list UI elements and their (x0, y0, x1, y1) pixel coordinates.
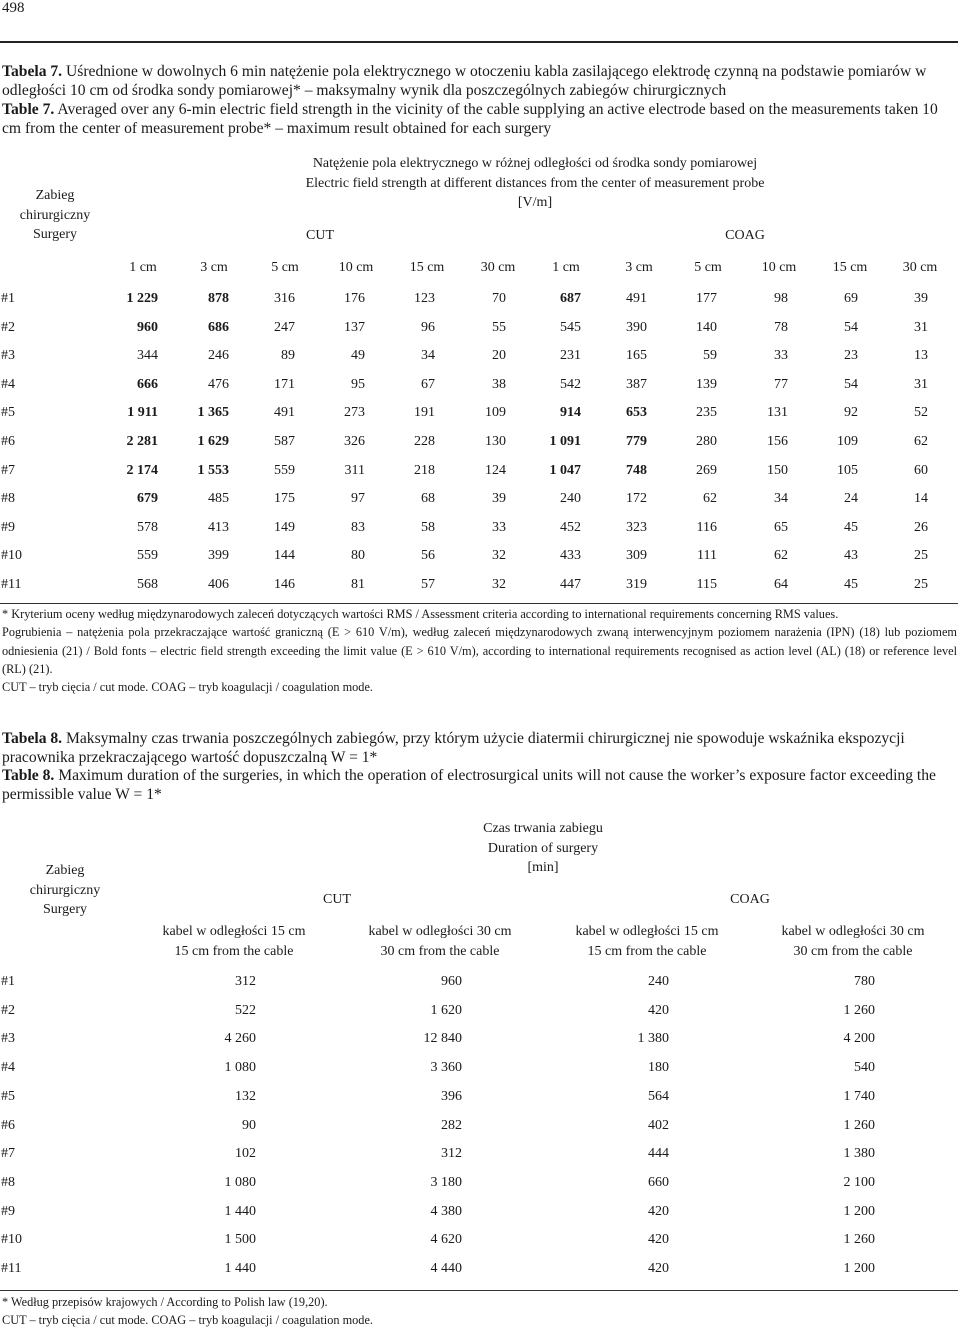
table-cell: 779 (626, 434, 647, 449)
table-cell: 485 (208, 491, 229, 506)
table-cell: 31 (914, 320, 928, 335)
table-cell: 25 (914, 577, 928, 592)
group-header-line: Natężenie pola elektrycznego w różnej odległości od środka sondy pomiarowej (312, 156, 758, 171)
table-cell: 58 (421, 520, 435, 535)
table-cell: 1 200 (843, 1204, 875, 1219)
table-cell: 235 (696, 405, 717, 420)
table-cell: 452 (560, 520, 581, 535)
distance-header: 3 cm (200, 260, 228, 275)
table-cell: 32 (492, 577, 506, 592)
table-cell: 1 091 (549, 434, 581, 449)
table-cell: 146 (274, 577, 295, 592)
row-label: #9 (1, 520, 15, 535)
table-cell: 130 (485, 434, 506, 449)
table8-caption-en-text: Maximum duration of the surgeries, in which the operation of electrosurgical units will not cause the worker’s exposure factor exceeding the permissible value W = 1* (2, 767, 936, 803)
table-cell: 878 (208, 291, 229, 306)
table-cell: 1 260 (843, 1232, 875, 1247)
row-header-line: chirurgiczny (29, 882, 101, 898)
table-cell: 62 (774, 548, 788, 563)
table-cell: 686 (208, 320, 229, 335)
footnote: CUT – tryb cięcia / cut mode. COAG – tryb koagulacji / coagulation mode. (2, 1313, 373, 1328)
table-cell: 522 (235, 1003, 256, 1018)
table7-group-header (120, 154, 950, 213)
table7-mode-cut: CUT (306, 228, 334, 243)
table7-row-header (0, 186, 110, 245)
table7-caption-pl (2, 62, 952, 100)
table-cell: 62 (703, 491, 717, 506)
table-cell: 240 (648, 974, 669, 989)
row-label: #7 (1, 1146, 15, 1161)
table-cell: 326 (344, 434, 365, 449)
table-cell: 150 (767, 463, 788, 478)
table-cell: 269 (696, 463, 717, 478)
footnote: * Kryterium oceny według międzynarodowych zaleceń dotyczących wartości RMS / Assessment criteria according to international requirements concerning RMS values. (2, 607, 839, 621)
table-cell: 124 (485, 463, 506, 478)
table-cell: 312 (441, 1146, 462, 1161)
group-header-line: Czas trwania zabiegu (483, 821, 603, 836)
table8-caption-pl-text: Maksymalny czas trwania poszczególnych zabiegów, przy którym użycie diatermii chirurgicznej nie spowoduje wskaźnika ekspozycji pracownika przekraczającego wartość dopuszczalną W = 1* (2, 730, 905, 766)
table-cell: 2 281 (126, 434, 158, 449)
table7-bottom-rule (0, 603, 958, 604)
distance-header: 3 cm (625, 260, 653, 275)
table-cell: 476 (208, 377, 229, 392)
table-cell: 280 (696, 434, 717, 449)
table-cell: 4 380 (430, 1204, 462, 1219)
col-header-line: 30 cm from the cable (380, 943, 500, 959)
table-cell: 43 (844, 548, 858, 563)
table-cell: 1 380 (843, 1146, 875, 1161)
table-cell: 587 (274, 434, 295, 449)
table-cell: 80 (351, 548, 365, 563)
table-cell: 102 (235, 1146, 256, 1161)
table-cell: 444 (648, 1146, 669, 1161)
table-cell: 387 (626, 377, 647, 392)
row-label: #9 (1, 1204, 15, 1219)
table-cell: 70 (492, 291, 506, 306)
table-cell: 176 (344, 291, 365, 306)
row-label: #7 (1, 463, 15, 478)
distance-header: 1 cm (129, 260, 157, 275)
table-cell: 33 (774, 348, 788, 363)
table-cell: 1 229 (126, 291, 158, 306)
table-cell: 55 (492, 320, 506, 335)
table7-label-en: Table 7. (2, 101, 55, 118)
table-cell: 568 (137, 577, 158, 592)
table-cell: 156 (767, 434, 788, 449)
table-cell: 54 (844, 377, 858, 392)
table8-caption-en (2, 766, 952, 804)
table-cell: 1 440 (224, 1261, 256, 1276)
table-cell: 653 (626, 405, 647, 420)
distance-header: 30 cm (902, 260, 938, 275)
table-cell: 13 (914, 348, 928, 363)
table-cell: 131 (767, 405, 788, 420)
table-cell: 564 (648, 1089, 669, 1104)
group-header-line: Electric field strength at different distances from the center of measurement probe (305, 175, 765, 191)
table-cell: 316 (274, 291, 295, 306)
table-cell: 4 200 (843, 1031, 875, 1046)
table-cell: 180 (648, 1060, 669, 1075)
table-cell: 78 (774, 320, 788, 335)
table-cell: 109 (485, 405, 506, 420)
table-cell: 34 (774, 491, 788, 506)
table-cell: 59 (703, 348, 717, 363)
table8-col-header (134, 922, 334, 961)
table-cell: 14 (914, 491, 928, 506)
table-cell: 780 (854, 974, 875, 989)
table-cell: 65 (774, 520, 788, 535)
table-cell: 4 260 (224, 1031, 256, 1046)
table-cell: 542 (560, 377, 581, 392)
row-label: #2 (1, 1003, 15, 1018)
table-cell: 323 (626, 520, 647, 535)
table8-mode-cut: CUT (323, 892, 351, 907)
row-label: #5 (1, 1089, 15, 1104)
table-cell: 56 (421, 548, 435, 563)
table-cell: 390 (626, 320, 647, 335)
table-cell: 1 200 (843, 1261, 875, 1276)
table-cell: 144 (274, 548, 295, 563)
table8-footnotes (2, 1293, 957, 1330)
table-cell: 309 (626, 548, 647, 563)
table-cell: 1 365 (197, 405, 229, 420)
table-cell: 109 (837, 434, 858, 449)
row-label: #8 (1, 1175, 15, 1190)
table-cell: 1 080 (224, 1060, 256, 1075)
table-cell: 687 (560, 291, 581, 306)
table-cell: 24 (844, 491, 858, 506)
table7-top-rule (0, 41, 958, 43)
table-cell: 172 (626, 491, 647, 506)
table8-caption-pl (2, 729, 952, 767)
table-cell: 447 (560, 577, 581, 592)
table-cell: 491 (274, 405, 295, 420)
table-cell: 399 (208, 548, 229, 563)
row-label: #6 (1, 1118, 15, 1133)
col-header-line: 15 cm from the cable (587, 943, 707, 959)
table-cell: 67 (421, 377, 435, 392)
table-cell: 12 840 (423, 1031, 462, 1046)
table-cell: 540 (854, 1060, 875, 1075)
col-header-line: kabel w odległości 15 cm (575, 924, 719, 939)
table-cell: 105 (837, 463, 858, 478)
table8-group-header (443, 819, 643, 878)
distance-header: 10 cm (761, 260, 797, 275)
table8-label-pl: Tabela 8. (2, 730, 63, 747)
row-label: #1 (1, 291, 15, 306)
table-cell: 52 (914, 405, 928, 420)
row-label: #11 (1, 1261, 22, 1276)
footnote: CUT – tryb cięcia / cut mode. COAG – tryb koagulacji / coagulation mode. (2, 680, 373, 695)
table-cell: 123 (414, 291, 435, 306)
table-cell: 420 (648, 1003, 669, 1018)
table-cell: 98 (774, 291, 788, 306)
table-cell: 132 (235, 1089, 256, 1104)
table-cell: 396 (441, 1089, 462, 1104)
table-cell: 420 (648, 1204, 669, 1219)
table-cell: 748 (626, 463, 647, 478)
table-cell: 25 (914, 548, 928, 563)
table-cell: 116 (696, 520, 717, 535)
table-cell: 491 (626, 291, 647, 306)
table-cell: 1 260 (843, 1118, 875, 1133)
table8-row-header (0, 861, 130, 920)
row-label: #11 (1, 577, 22, 592)
row-label: #4 (1, 1060, 15, 1075)
table7-caption-en (2, 100, 952, 138)
col-header-line: kabel w odległości 15 cm (162, 924, 306, 939)
table7-label-pl: Tabela 7. (2, 63, 63, 80)
distance-header: 30 cm (480, 260, 516, 275)
table-cell: 139 (696, 377, 717, 392)
row-header-line: Zabieg (45, 863, 85, 878)
table-cell: 92 (844, 405, 858, 420)
table-cell: 57 (421, 577, 435, 592)
table7-caption-en-text: Averaged over any 6-min electric field strength in the vicinity of the cable supplying an active electrode based on the measurements taken 10 cm from the center of measurement probe* – maximum result obtained for each surgery (2, 101, 938, 137)
row-label: #5 (1, 405, 15, 420)
table-cell: 344 (137, 348, 158, 363)
table-cell: 960 (441, 974, 462, 989)
table-cell: 90 (242, 1118, 256, 1133)
table-cell: 960 (137, 320, 158, 335)
footnote: * Według przepisów krajowych / According to Polish law (19,20). (2, 1295, 328, 1309)
table-cell: 83 (351, 520, 365, 535)
table-cell: 137 (344, 320, 365, 335)
table-cell: 240 (560, 491, 581, 506)
table-cell: 68 (421, 491, 435, 506)
table-cell: 545 (560, 320, 581, 335)
col-header-line: 30 cm from the cable (793, 943, 913, 959)
table-cell: 32 (492, 548, 506, 563)
table-cell: 218 (414, 463, 435, 478)
table7-caption-pl-text: Uśrednione w dowolnych 6 min natężenie pola elektrycznego w otoczeniu kabla zasilającego elektrodę czynną na podstawie pomiarów w odległości 10 cm od środka sondy pomiarowej* – maksymalny wynik dla poszczególnych zabiegów chirurgicznych (2, 63, 927, 99)
distance-header: 5 cm (694, 260, 722, 275)
row-header-line: Zabieg (35, 188, 75, 203)
table-cell: 149 (274, 520, 295, 535)
table-cell: 26 (914, 520, 928, 535)
table-cell: 177 (696, 291, 717, 306)
table-cell: 406 (208, 577, 229, 592)
table-cell: 39 (914, 291, 928, 306)
table-cell: 38 (492, 377, 506, 392)
table-cell: 311 (344, 463, 365, 478)
row-header-line: Surgery (32, 227, 78, 242)
table8-col-header (547, 922, 747, 961)
distance-header: 1 cm (552, 260, 580, 275)
table-cell: 1 629 (197, 434, 229, 449)
table-cell: 228 (414, 434, 435, 449)
table-cell: 23 (844, 348, 858, 363)
table8-col-header (340, 922, 540, 961)
table-cell: 578 (137, 520, 158, 535)
table-cell: 96 (421, 320, 435, 335)
table-cell: 231 (560, 348, 581, 363)
table-cell: 31 (914, 377, 928, 392)
table-cell: 171 (274, 377, 295, 392)
table-cell: 1 080 (224, 1175, 256, 1190)
table-cell: 559 (274, 463, 295, 478)
table-cell: 81 (351, 577, 365, 592)
distance-header: 15 cm (832, 260, 868, 275)
table-cell: 420 (648, 1232, 669, 1247)
table-cell: 914 (560, 405, 581, 420)
distance-header: 5 cm (271, 260, 299, 275)
table-cell: 60 (914, 463, 928, 478)
table-cell: 165 (626, 348, 647, 363)
table-cell: 247 (274, 320, 295, 335)
table-cell: 433 (560, 548, 581, 563)
table-cell: 1 740 (843, 1089, 875, 1104)
table-cell: 2 100 (843, 1175, 875, 1190)
table-cell: 4 440 (430, 1261, 462, 1276)
table-cell: 420 (648, 1261, 669, 1276)
group-header-line: [V/m] (517, 195, 553, 210)
table8-mode-coag: COAG (730, 892, 770, 907)
table-cell: 33 (492, 520, 506, 535)
page-number: 498 (2, 0, 25, 16)
row-label: #10 (1, 1232, 22, 1247)
row-label: #4 (1, 377, 15, 392)
table-cell: 140 (696, 320, 717, 335)
row-header-line: chirurgiczny (19, 207, 91, 223)
row-label: #3 (1, 348, 15, 363)
table-cell: 666 (137, 377, 158, 392)
row-label: #3 (1, 1031, 15, 1046)
row-header-line: Surgery (42, 902, 88, 917)
table-cell: 1 380 (637, 1031, 669, 1046)
table-cell: 69 (844, 291, 858, 306)
table-cell: 77 (774, 377, 788, 392)
table-cell: 97 (351, 491, 365, 506)
table-cell: 1 440 (224, 1204, 256, 1219)
col-header-line: kabel w odległości 30 cm (781, 924, 925, 939)
table-cell: 34 (421, 348, 435, 363)
table-cell: 402 (648, 1118, 669, 1133)
row-label: #6 (1, 434, 15, 449)
table-cell: 89 (281, 348, 295, 363)
table-cell: 1 260 (843, 1003, 875, 1018)
table8-col-header (753, 922, 953, 961)
table7-mode-coag: COAG (725, 228, 765, 243)
table8-bottom-rule (0, 1290, 958, 1291)
distance-header: 15 cm (409, 260, 445, 275)
table-cell: 660 (648, 1175, 669, 1190)
table-cell: 319 (626, 577, 647, 592)
table-cell: 679 (137, 491, 158, 506)
table-cell: 45 (844, 577, 858, 592)
group-header-line: [min] (527, 860, 559, 875)
table-cell: 175 (274, 491, 295, 506)
table-cell: 559 (137, 548, 158, 563)
table-cell: 3 360 (430, 1060, 462, 1075)
row-label: #8 (1, 491, 15, 506)
row-label: #1 (1, 974, 15, 989)
table-cell: 2 174 (126, 463, 158, 478)
table7-footnotes (2, 605, 957, 696)
table-cell: 1 911 (127, 405, 158, 420)
table-cell: 64 (774, 577, 788, 592)
table-cell: 273 (344, 405, 365, 420)
distance-header: 10 cm (338, 260, 374, 275)
table-cell: 246 (208, 348, 229, 363)
table-cell: 191 (414, 405, 435, 420)
col-header-line: kabel w odległości 30 cm (368, 924, 512, 939)
table-cell: 49 (351, 348, 365, 363)
table-cell: 1 500 (224, 1232, 256, 1247)
table-cell: 45 (844, 520, 858, 535)
table-cell: 4 620 (430, 1232, 462, 1247)
table-cell: 62 (914, 434, 928, 449)
table-cell: 1 047 (549, 463, 581, 478)
table-cell: 115 (696, 577, 717, 592)
table-cell: 413 (208, 520, 229, 535)
table-cell: 312 (235, 974, 256, 989)
table8-label-en: Table 8. (2, 767, 55, 784)
col-header-line: 15 cm from the cable (174, 943, 294, 959)
table-cell: 1 620 (430, 1003, 462, 1018)
table-cell: 39 (492, 491, 506, 506)
group-header-line: Duration of surgery (487, 840, 599, 856)
table-cell: 3 180 (430, 1175, 462, 1190)
table-cell: 20 (492, 348, 506, 363)
table-cell: 54 (844, 320, 858, 335)
table-cell: 282 (441, 1118, 462, 1133)
table-cell: 111 (697, 548, 717, 563)
table-cell: 95 (351, 377, 365, 392)
footnote: Pogrubienia – natężenia pola przekraczające wartość graniczną (E > 610 V/m), według zaleceń międzynarodowych zwaną interwencyjnym poziomem narażenia (IPN) (18) lub poziomem odniesienia (21) / Bold fonts – electric field strength exceeding the limit value (E > 610 V/m), according to international requirements recognised as action level (AL) (18) or reference level (RL) (21). (2, 625, 957, 676)
table-cell: 1 553 (197, 463, 229, 478)
row-label: #2 (1, 320, 15, 335)
row-label: #10 (1, 548, 22, 563)
